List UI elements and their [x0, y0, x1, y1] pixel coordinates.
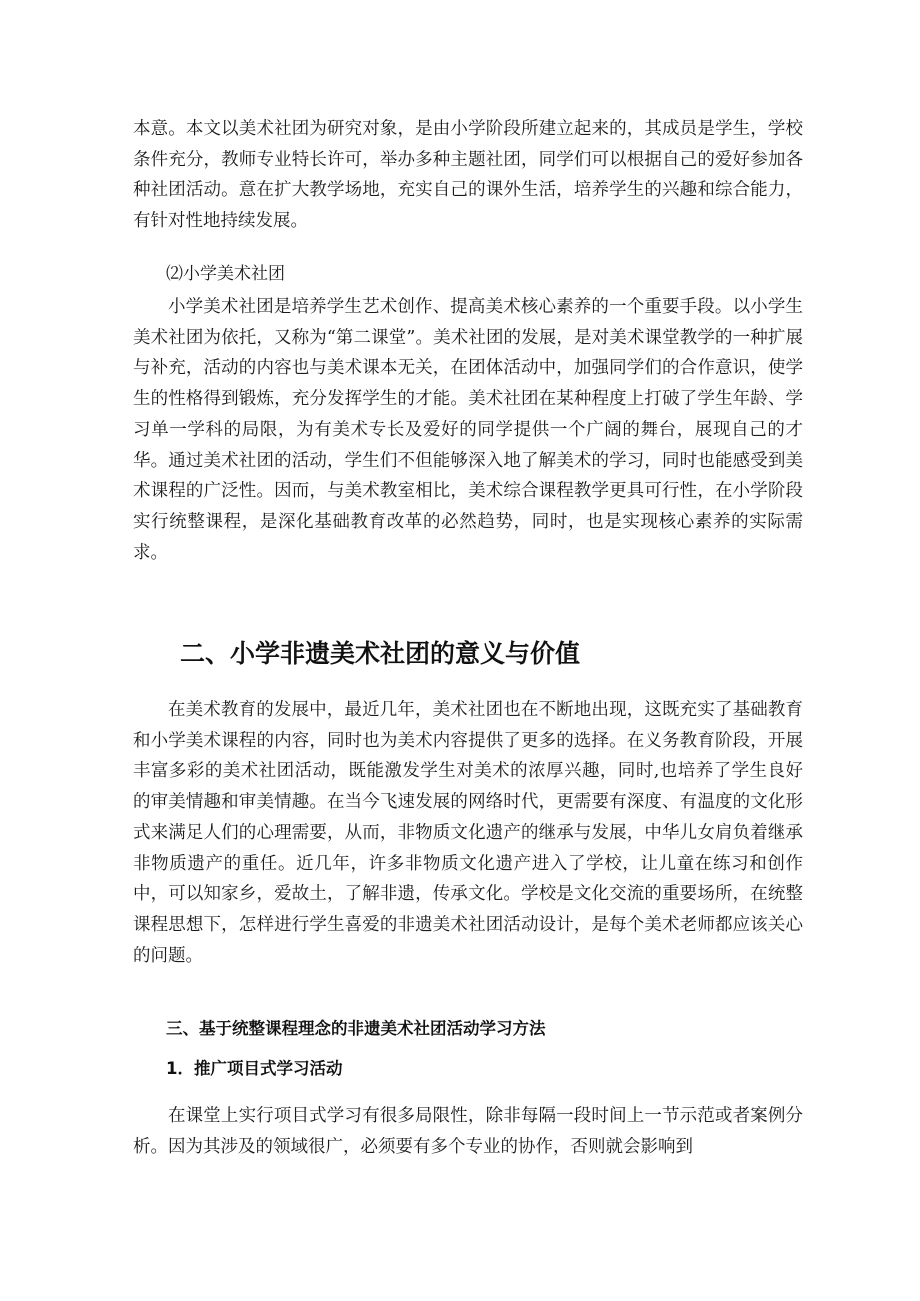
- section-2-title: 二、小学非遗美术社团的意义与价值: [180, 639, 581, 668]
- section-3-title: 三、基于统整课程理念的非遗美术社团活动学习方法: [166, 1019, 546, 1038]
- subsection-1-title: 1．推广项目式学习活动: [166, 1059, 343, 1078]
- subheading-art-club: ⑵小学美术社团: [166, 264, 285, 284]
- section-2-paragraph: 在美术教育的发展中，最近几年，美术社团也在不断地出现，这既充实了基础教育和小学美术课程的内容，同时也为美术内容提供了更多的选择。在义务教育阶段，开展丰富多彩的美术社团活动，既能激发学生对美术的浓厚兴趣，同时,也培养了学生良好的审美情趣和审美情趣。在当今飞速发展的网络时代，更需要有深度、有温度的文化形式来满足人们的心理需要，从而，非物质文化遗产的继承与发展，中华儿女肩负着继承非物质遗产的重任。近几年，许多非物质文化遗产进入了学校，让儿童在练习和创作中，可以知家乡，爱故土，了解非遗，传承文化。学校是文化交流的重要场所，在统整课程思想下，怎样进行学生喜爱的非遗美术社团活动设计，是每个美术老师都应该关心的问题。: [133, 700, 803, 966]
- subsection-1-paragraph: 在课堂上实行项目式学习有很多局限性，除非每隔一段时间上一节示范或者案例分析。因为其涉及的领域很广，必须要有多个专业的协作，否则就会影响到: [133, 1106, 803, 1157]
- art-club-paragraph: 小学美术社团是培养学生艺术创作、提高美术核心素养的一个重要手段。以小学生美术社团为依托，又称为“第二课堂”。美术社团的发展，是对美术课堂教学的一种扩展与补充，活动的内容也与美术课本无关，在团体活动中，加强同学们的合作意识，使学生的性格得到锻炼，充分发挥学生的才能。美术社团在某种程度上打破了学生年龄、学习单一学科的局限，为有美术专长及爱好的同学提供一个广阔的舞台，展现自己的才华。通过美术社团的活动，学生们不但能够深入地了解美术的学习，同时也能感受到美术课程的广泛性。因而，与美术教室相比，美术综合课程教学更具可行性，在小学阶段实行统整课程，是深化基础教育改革的必然趋势，同时，也是实现核心素养的实际需求。: [133, 297, 803, 563]
- intro-paragraph: 本意。本文以美术社团为研究对象，是由小学阶段所建立起来的，其成员是学生，学校条件充分，教师专业特长许可，举办多种主题社团，同学们可以根据自己的爱好参加各种社团活动。意在扩大教学场地，充实自己的课外生活，培养学生的兴趣和综合能力，有针对性地持续发展。: [133, 119, 803, 232]
